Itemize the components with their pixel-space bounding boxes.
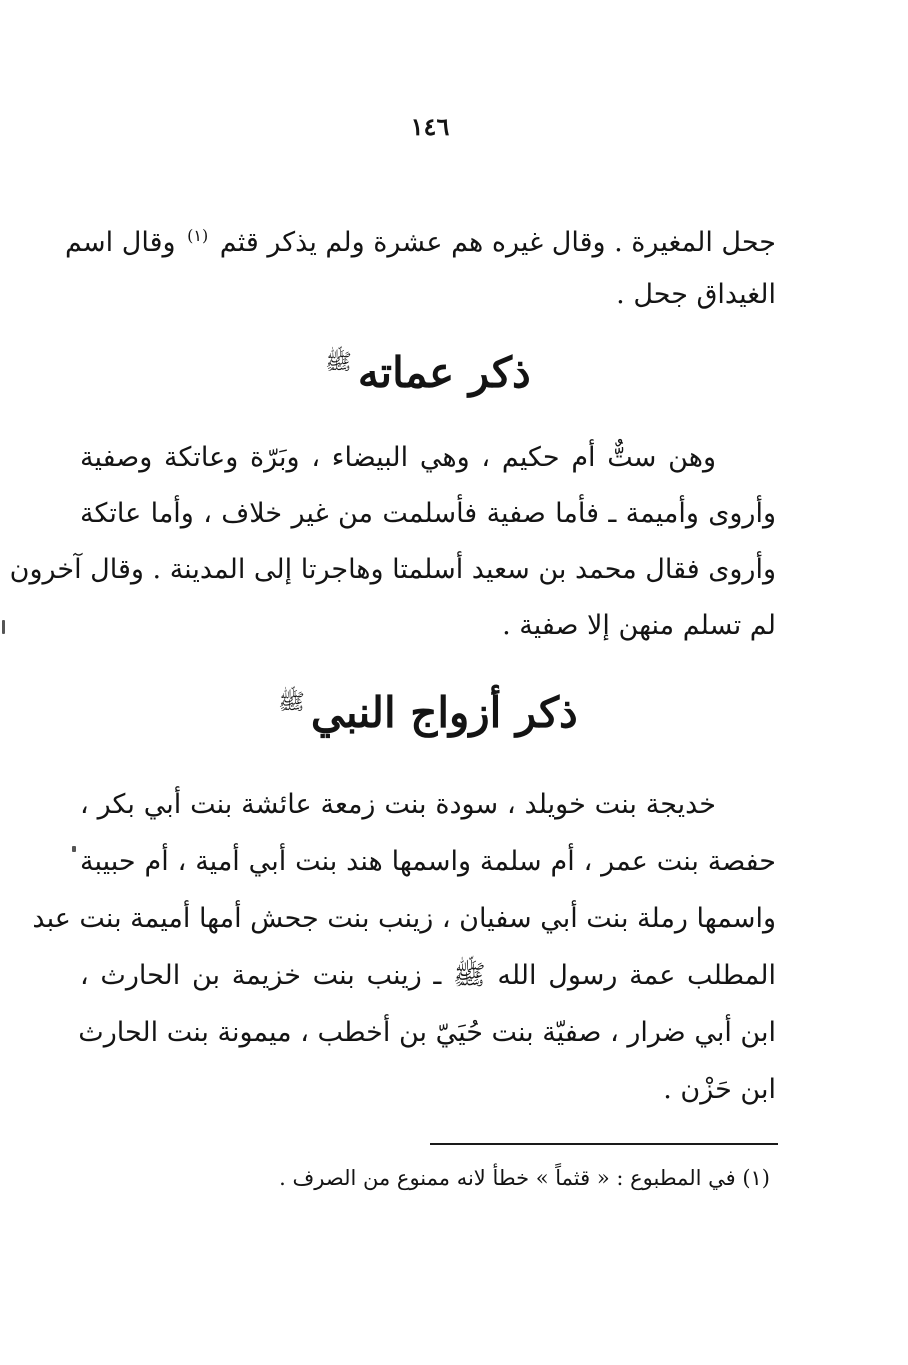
wives-line-2: حفصة بنت عمر ، أم سلمة واسمها هند بنت أبي أمية ، أم حبيبة	[80, 846, 776, 877]
footnote: (١) في المطبوع : « قثماً » خطأ لانه ممنوع من الصرف .	[279, 1166, 770, 1190]
intro-line-1: جحل المغيرة . وقال غيره هم عشرة ولم يذكر قثم $^{(١)}$ وقال اسم	[65, 226, 776, 258]
wives-line-3: واسمها رملة بنت أبي سفيان ، زينب بنت جحش أمها أميمة بنت عبد	[32, 903, 776, 934]
wives-line-6: ابن حَزْن .	[663, 1074, 776, 1105]
honorific-glyph: ﷺ	[278, 690, 305, 715]
wives-line-1: خديجة بنت خويلد ، سودة بنت زمعة عائشة بنت أبي بكر ،	[80, 789, 716, 820]
aunts-line-2: وأروى وأميمة ـ فأما صفية فأسلمت من غير خلاف ، وأما عاتكة	[80, 498, 776, 529]
heading-aunts-text: ذكر عماته	[357, 348, 531, 397]
aunts-line-3: وأروى فقال محمد بن سعيد أسلمتا وهاجرتا إلى المدينة . وقال آخرون	[9, 554, 776, 585]
aunts-paragraph	[9, 430, 776, 654]
aunts-line-4: لم تسلم منهن إلا صفية .	[502, 610, 776, 641]
footnote-ref: (١)	[187, 226, 209, 245]
scan-speck	[72, 846, 76, 852]
heading-wives	[80, 688, 776, 737]
scan-edge-mark	[2, 620, 5, 634]
wives-paragraph	[32, 776, 776, 1118]
intro-line-2: الغيداق جحل .	[616, 279, 776, 310]
page-number: ١٤٦	[410, 112, 450, 141]
wives-line-4: المطلب عمة رسول الله ﷺ ـ زينب بنت خزيمة بن الحارث ،	[80, 960, 776, 991]
honorific-glyph: ﷺ	[325, 350, 352, 375]
heading-wives-text: ذكر أزواج النبي	[310, 688, 578, 737]
heading-aunts	[80, 348, 776, 397]
intro-paragraph	[65, 210, 776, 321]
footnote-separator	[430, 1143, 778, 1145]
wives-line-5: ابن أبي ضرار ، صفيّة بنت حُيَيّ بن أخطب ، ميمونة بنت الحارث	[78, 1017, 776, 1048]
aunts-line-1: وهن ستٌّ أم حكيم ، وهي البيضاء ، وبَرّة وعاتكة وصفية	[80, 442, 716, 473]
